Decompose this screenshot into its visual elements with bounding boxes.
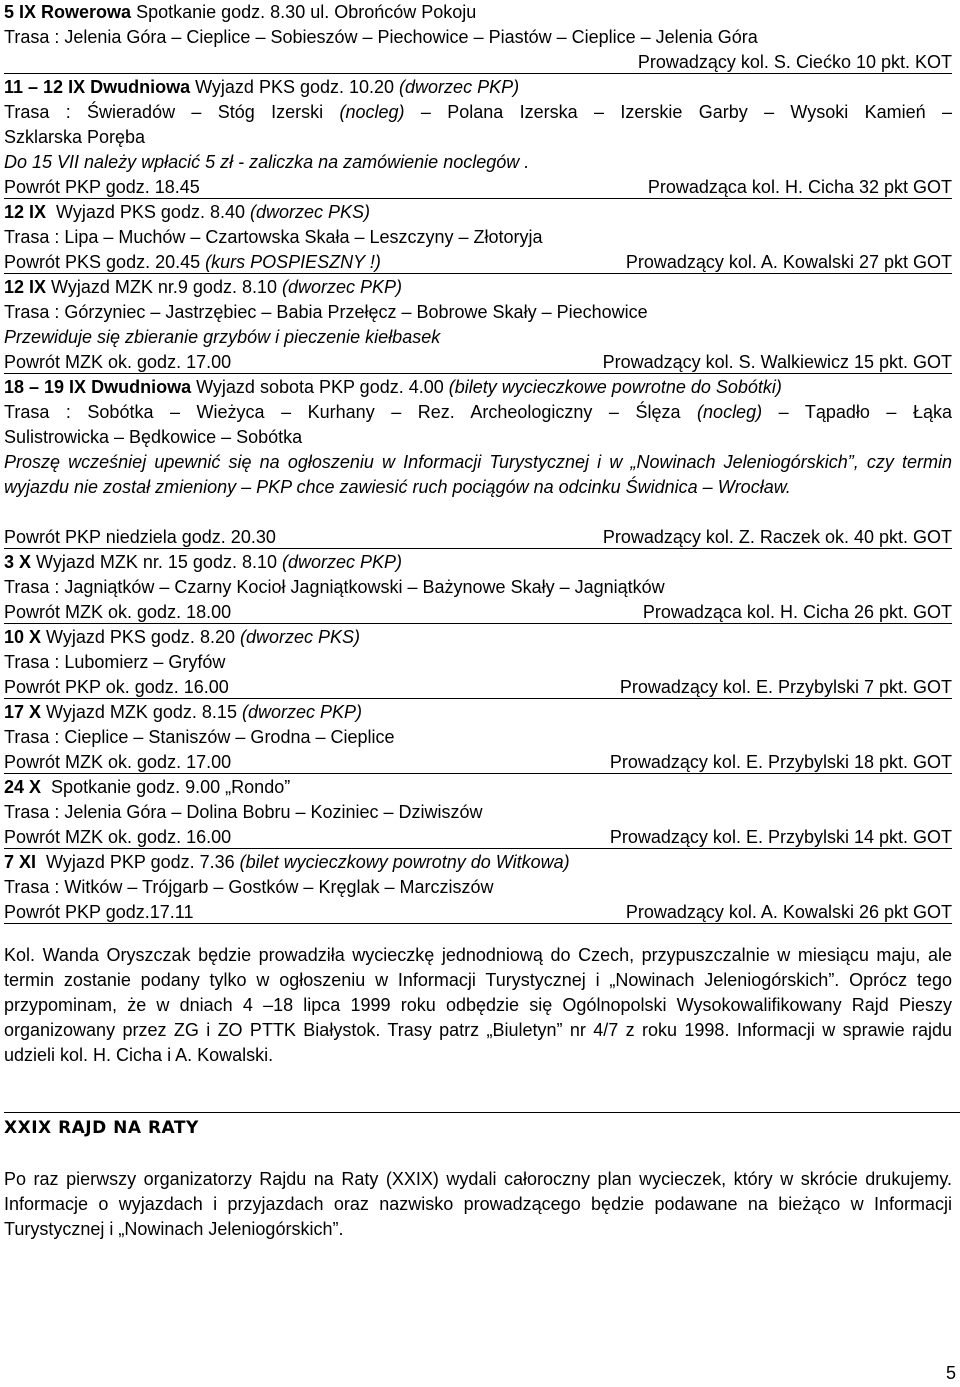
trip-heading (4, 75, 952, 100)
trip-date: 24 X (4, 777, 42, 797)
trip-date: 12 IX (4, 277, 47, 297)
trip-route: Trasa : Lipa – Muchów – Czartowska Skała – Leszczyny – Złotoryja (4, 227, 543, 247)
trip-return: Powrót MZK ok. godz. 17.00 (4, 352, 232, 372)
trip-date: 7 XI (4, 852, 37, 872)
trip-heading: 12 IX Wyjazd PKS godz. 8.40 (dworzec PKS) (4, 202, 371, 222)
trip-heading: 7 XI Wyjazd PKP godz. 7.36 (bilet wycieczkowy powrotny do Witkowa) (4, 852, 570, 872)
trip-leader: Prowadzący kol. S. Walkiewicz 15 pkt. GOT (602, 352, 952, 372)
trip-footer (4, 350, 952, 374)
trip-date: 3 X (4, 552, 32, 572)
trip-leader: Prowadzący kol. A. Kowalski 26 pkt GOT (625, 902, 952, 922)
trip-return: Powrót PKP godz. 18.45 (4, 177, 200, 197)
trip-footer (4, 50, 952, 74)
trip-info: Przewiduje się zbieranie grzybów i pieczenie kiełbasek (4, 327, 441, 347)
trip-route: Trasa : Jelenia Góra – Cieplice – Sobieszów – Piechowice – Piastów – Cieplice – Jelenia Góra (4, 27, 758, 47)
trip-return: Powrót PKP niedziela godz. 20.30 (4, 527, 276, 547)
section-title: XXIX RAJD NA RATY (4, 1118, 199, 1138)
trip-leader: Prowadzący kol. E. Przybylski 14 pkt. GOT (609, 827, 952, 847)
trip-date: 5 IX (4, 2, 37, 22)
trip-heading: 3 X Wyjazd MZK nr. 15 godz. 8.10 (dworzec PKP) (4, 552, 403, 572)
trip-return: Powrót MZK ok. godz. 17.00 (4, 752, 232, 772)
trip-route: Trasa : Sobótka – Wieżyca – Kurhany – Rez. Archeologiczny – Ślęza (nocleg) – Tąpadło – Łąka (4, 402, 953, 422)
trip-type: Dwudniowa (91, 377, 192, 397)
page-number: 5 (945, 1363, 956, 1383)
trip-footer (4, 750, 952, 774)
section-paragraph: Po raz pierwszy organizatorzy Rajdu na Raty (XXIX) wydali całoroczny plan wycieczek, który w skrócie drukujemy. Informacje o wyjazdach i przyjazdach oraz nazwisko prowadzącego będzie podawane na bieżąco w Informacji Turystycznej i „Nowinach Jeleniogórskich”. (4, 1169, 952, 1239)
trip-return: Powrót MZK ok. godz. 16.00 (4, 827, 232, 847)
trip-footer (4, 675, 952, 699)
trip-departure: Wyjazd PKS godz. 10.20 (190, 77, 400, 97)
trip-type: Rowerowa (41, 2, 132, 22)
trip-date: 12 IX (4, 202, 47, 222)
trip-leader: Prowadzący kol. S. Ciećko 10 pkt. KOT (637, 52, 952, 72)
trip-heading: 17 X Wyjazd MZK godz. 8.15 (dworzec PKP) (4, 702, 362, 722)
trip-heading: 24 X Spotkanie godz. 9.00 „Rondo” (4, 777, 291, 797)
trip-leader: Prowadzący kol. A. Kowalski 27 pkt GOT (625, 252, 952, 272)
trip-route: Trasa : Jagniątków – Czarny Kocioł Jagniątkowski – Bażynowe Skały – Jagniątków (4, 577, 665, 597)
trip-footer: Powrót PKS godz. 20.45 (kurs POSPIESZNY !) Prowadzący kol. A. Kowalski 27 pkt GOT (4, 250, 952, 274)
trip-footer (4, 600, 952, 624)
trip-route: Trasa : Świeradów – Stóg Izerski (nocleg) – Polana Izerska – Izerskie Garby – Wysoki Kamień – (4, 102, 952, 122)
trip-heading: 18 – 19 IX Dwudniowa Wyjazd sobota PKP godz. 4.00 (bilety wycieczkowe powrotne do Sobótki) (4, 377, 782, 397)
trip-heading: 12 IX Wyjazd MZK nr.9 godz. 8.10 (dworzec PKP) (4, 277, 403, 297)
trip-departure-note: (dworzec PKP) (399, 77, 520, 97)
trip-leader: Prowadzący kol. E. Przybylski 7 pkt. GOT (619, 677, 952, 697)
trip-route-continued: Sulistrowicka – Będkowice – Sobótka (4, 427, 303, 447)
trip-route: Trasa : Cieplice – Staniszów – Grodna – Cieplice (4, 727, 395, 747)
trip-route: Trasa : Witków – Trójgarb – Gostków – Kręglak – Marcziszów (4, 877, 494, 897)
trip-footer (4, 175, 952, 199)
trip-heading (4, 0, 952, 25)
trip-info: Proszę wcześniej upewnić się na ogłoszeniu w Informacji Turystycznej i w „Nowinach Jeleniogórskich”, czy termin wyjazdu nie został zmieniony – PKP chce zawiesić ruch pociągów na odcinku Świdnica – Wrocław. (4, 452, 952, 497)
trip-route: Trasa : Górzyniec – Jastrzębiec – Babia Przełęcz – Bobrowe Skały – Piechowice (4, 302, 648, 322)
trip-route: Trasa : Lubomierz – Gryfów (4, 652, 226, 672)
trip-meeting: Spotkanie godz. 8.30 ul. Obrońców Pokoju (131, 2, 477, 22)
announcement-paragraph: Kol. Wanda Oryszczak będzie prowadziła wycieczkę jednodniową do Czech, przypuszczalnie w miesiącu maju, ale termin zostanie podany tylko w ogłoszeniu w Informacji Turystycznej i „Nowinach Jeleniogórskich”. Oprócz tego przypominam, że w dniach 4 –18 lipca 1999 roku odbędzie się Ogólnopolski Wysokowalifikowany Rajd Pieszy organizowany przez ZG i ZO PTTK Białystok. Trasy patrz „Biuletyn” nr 4/7 z roku 1998. Informacji w sprawie rajdu udzieli kol. H. Cicha i A. Kowalski. (4, 945, 952, 1065)
trip-date: 17 X (4, 702, 42, 722)
trip-footer (4, 900, 952, 924)
trip-date: 18 – 19 IX (4, 377, 87, 397)
trip-route: Trasa : Jelenia Góra – Dolina Bobru – Koziniec – Dziwiszów (4, 802, 483, 822)
trip-info: Do 15 VII należy wpłacić 5 zł - zaliczka na zamówienie noclegów . (4, 152, 530, 172)
trip-return: Powrót PKP ok. godz. 16.00 (4, 677, 229, 697)
trip-return: Powrót MZK ok. godz. 18.00 (4, 602, 232, 622)
trip-leader: Prowadząca kol. H. Cicha 26 pkt. GOT (642, 602, 952, 622)
trip-leader: Prowadząca kol. H. Cicha 32 pkt GOT (647, 177, 952, 197)
trip-footer (4, 525, 952, 549)
trip-return: Powrót PKS godz. 20.45 (4, 252, 206, 272)
trip-return: Powrót PKP godz.17.11 (4, 902, 194, 922)
trip-date: 10 X (4, 627, 42, 647)
trip-leader: Prowadzący kol. Z. Raczek ok. 40 pkt. GOT (602, 527, 952, 547)
trip-date: 11 – 12 IX (4, 77, 86, 97)
trip-route-continued: Szklarska Poręba (4, 127, 146, 147)
section-divider (4, 1112, 960, 1113)
trip-type: Dwudniowa (90, 77, 191, 97)
trip-leader: Prowadzący kol. E. Przybylski 18 pkt. GOT (609, 752, 952, 772)
trip-footer (4, 825, 952, 849)
trip-heading: 10 X Wyjazd PKS godz. 8.20 (dworzec PKS) (4, 627, 361, 647)
